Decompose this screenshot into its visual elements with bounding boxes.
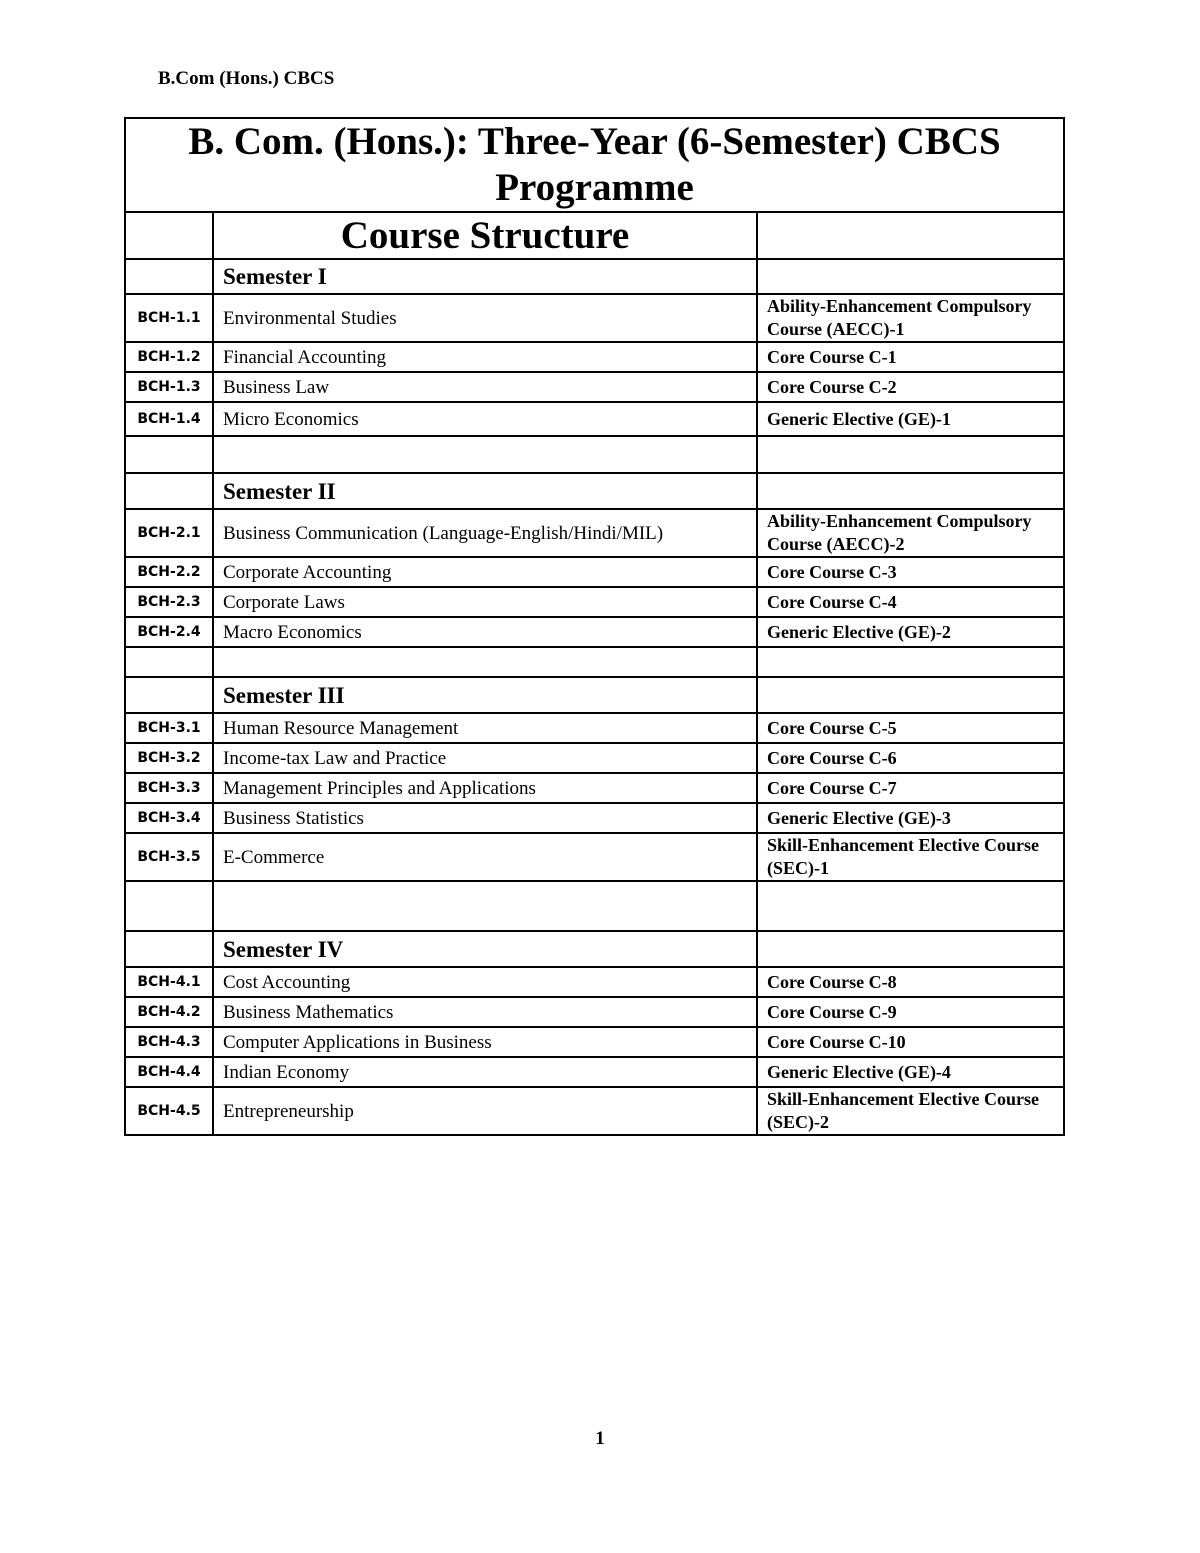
course-type: Core Course C-2 [757, 372, 1064, 402]
empty-cell [125, 212, 213, 259]
page-number: 1 [595, 1428, 605, 1449]
spacer-row [125, 881, 1064, 931]
course-row [125, 402, 1064, 436]
course-row [125, 997, 1064, 1027]
course-code: BCH-1.2 [125, 342, 213, 372]
course-name: Business Law [213, 372, 757, 402]
course-structure-heading: Course Structure [213, 212, 757, 259]
empty-cell [213, 436, 757, 473]
course-type: Core Course C-8 [757, 967, 1064, 997]
empty-cell [125, 677, 213, 713]
course-name: Corporate Laws [213, 587, 757, 617]
course-name: Entrepreneurship [213, 1087, 757, 1135]
course-type: Ability-Enhancement Compulsory Course (AECC)-2 [757, 509, 1064, 557]
course-name: Environmental Studies [213, 294, 757, 342]
semester-heading-row [125, 259, 1064, 294]
course-code: BCH-4.2 [125, 997, 213, 1027]
course-type: Core Course C-1 [757, 342, 1064, 372]
course-type: Core Course C-9 [757, 997, 1064, 1027]
course-type: Generic Elective (GE)-1 [757, 402, 1064, 436]
course-code: BCH-1.4 [125, 402, 213, 436]
spacer-row [125, 647, 1064, 677]
spacer-row [125, 436, 1064, 473]
course-row [125, 342, 1064, 372]
course-code: BCH-4.3 [125, 1027, 213, 1057]
course-code: BCH-3.3 [125, 773, 213, 803]
semester-heading-row [125, 931, 1064, 967]
page-header: B.Com (Hons.) CBCS [158, 68, 335, 89]
course-code: BCH-4.4 [125, 1057, 213, 1087]
course-type: Core Course C-4 [757, 587, 1064, 617]
course-code: BCH-1.3 [125, 372, 213, 402]
course-row [125, 803, 1064, 833]
empty-cell [757, 259, 1064, 294]
course-type: Core Course C-10 [757, 1027, 1064, 1057]
course-code: BCH-3.4 [125, 803, 213, 833]
course-type: Skill-Enhancement Elective Course (SEC)-1 [757, 833, 1064, 881]
course-name: Computer Applications in Business [213, 1027, 757, 1057]
semester-heading: Semester IV [213, 931, 757, 967]
course-row [125, 509, 1064, 557]
empty-cell [757, 436, 1064, 473]
course-row [125, 967, 1064, 997]
course-type: Skill-Enhancement Elective Course (SEC)-2 [757, 1087, 1064, 1135]
empty-cell [757, 647, 1064, 677]
course-type: Core Course C-6 [757, 743, 1064, 773]
course-code: BCH-3.1 [125, 713, 213, 743]
course-row [125, 833, 1064, 881]
course-code: BCH-4.1 [125, 967, 213, 997]
empty-cell [757, 931, 1064, 967]
title-row [125, 118, 1064, 212]
programme-title: B. Com. (Hons.): Three-Year (6-Semester) CBCS Programme [125, 118, 1064, 212]
course-row [125, 1027, 1064, 1057]
empty-cell [125, 436, 213, 473]
course-name: Financial Accounting [213, 342, 757, 372]
course-name: Indian Economy [213, 1057, 757, 1087]
course-name: Income-tax Law and Practice [213, 743, 757, 773]
empty-cell [213, 647, 757, 677]
course-row [125, 294, 1064, 342]
course-code: BCH-3.2 [125, 743, 213, 773]
course-row [125, 617, 1064, 647]
course-row [125, 1057, 1064, 1087]
semester-heading-row [125, 473, 1064, 509]
course-name: Business Statistics [213, 803, 757, 833]
semester-heading-row [125, 677, 1064, 713]
course-code: BCH-2.1 [125, 509, 213, 557]
course-name: Macro Economics [213, 617, 757, 647]
course-type: Ability-Enhancement Compulsory Course (AECC)-1 [757, 294, 1064, 342]
course-name: Micro Economics [213, 402, 757, 436]
course-code: BCH-2.4 [125, 617, 213, 647]
course-type: Generic Elective (GE)-4 [757, 1057, 1064, 1087]
semester-heading: Semester II [213, 473, 757, 509]
course-structure-table [124, 117, 1065, 1136]
course-row [125, 557, 1064, 587]
course-code: BCH-4.5 [125, 1087, 213, 1135]
empty-cell [125, 259, 213, 294]
empty-cell [757, 473, 1064, 509]
course-type: Core Course C-5 [757, 713, 1064, 743]
course-row [125, 1087, 1064, 1135]
empty-cell [125, 881, 213, 931]
empty-cell [757, 212, 1064, 259]
course-type: Core Course C-3 [757, 557, 1064, 587]
empty-cell [125, 931, 213, 967]
course-row [125, 372, 1064, 402]
course-code: BCH-3.5 [125, 833, 213, 881]
semester-heading: Semester III [213, 677, 757, 713]
course-name: Human Resource Management [213, 713, 757, 743]
empty-cell [125, 473, 213, 509]
course-type: Generic Elective (GE)-2 [757, 617, 1064, 647]
course-name: E-Commerce [213, 833, 757, 881]
course-row [125, 743, 1064, 773]
course-name: Business Communication (Language-English/Hindi/MIL) [213, 509, 757, 557]
empty-cell [757, 677, 1064, 713]
course-row [125, 587, 1064, 617]
course-name: Corporate Accounting [213, 557, 757, 587]
course-type: Core Course C-7 [757, 773, 1064, 803]
empty-cell [213, 881, 757, 931]
course-name: Management Principles and Applications [213, 773, 757, 803]
course-code: BCH-1.1 [125, 294, 213, 342]
course-name: Business Mathematics [213, 997, 757, 1027]
empty-cell [125, 647, 213, 677]
semester-heading: Semester I [213, 259, 757, 294]
course-code: BCH-2.2 [125, 557, 213, 587]
course-row [125, 713, 1064, 743]
course-code: BCH-2.3 [125, 587, 213, 617]
empty-cell [757, 881, 1064, 931]
course-name: Cost Accounting [213, 967, 757, 997]
course-row [125, 773, 1064, 803]
subtitle-row [125, 212, 1064, 259]
course-type: Generic Elective (GE)-3 [757, 803, 1064, 833]
